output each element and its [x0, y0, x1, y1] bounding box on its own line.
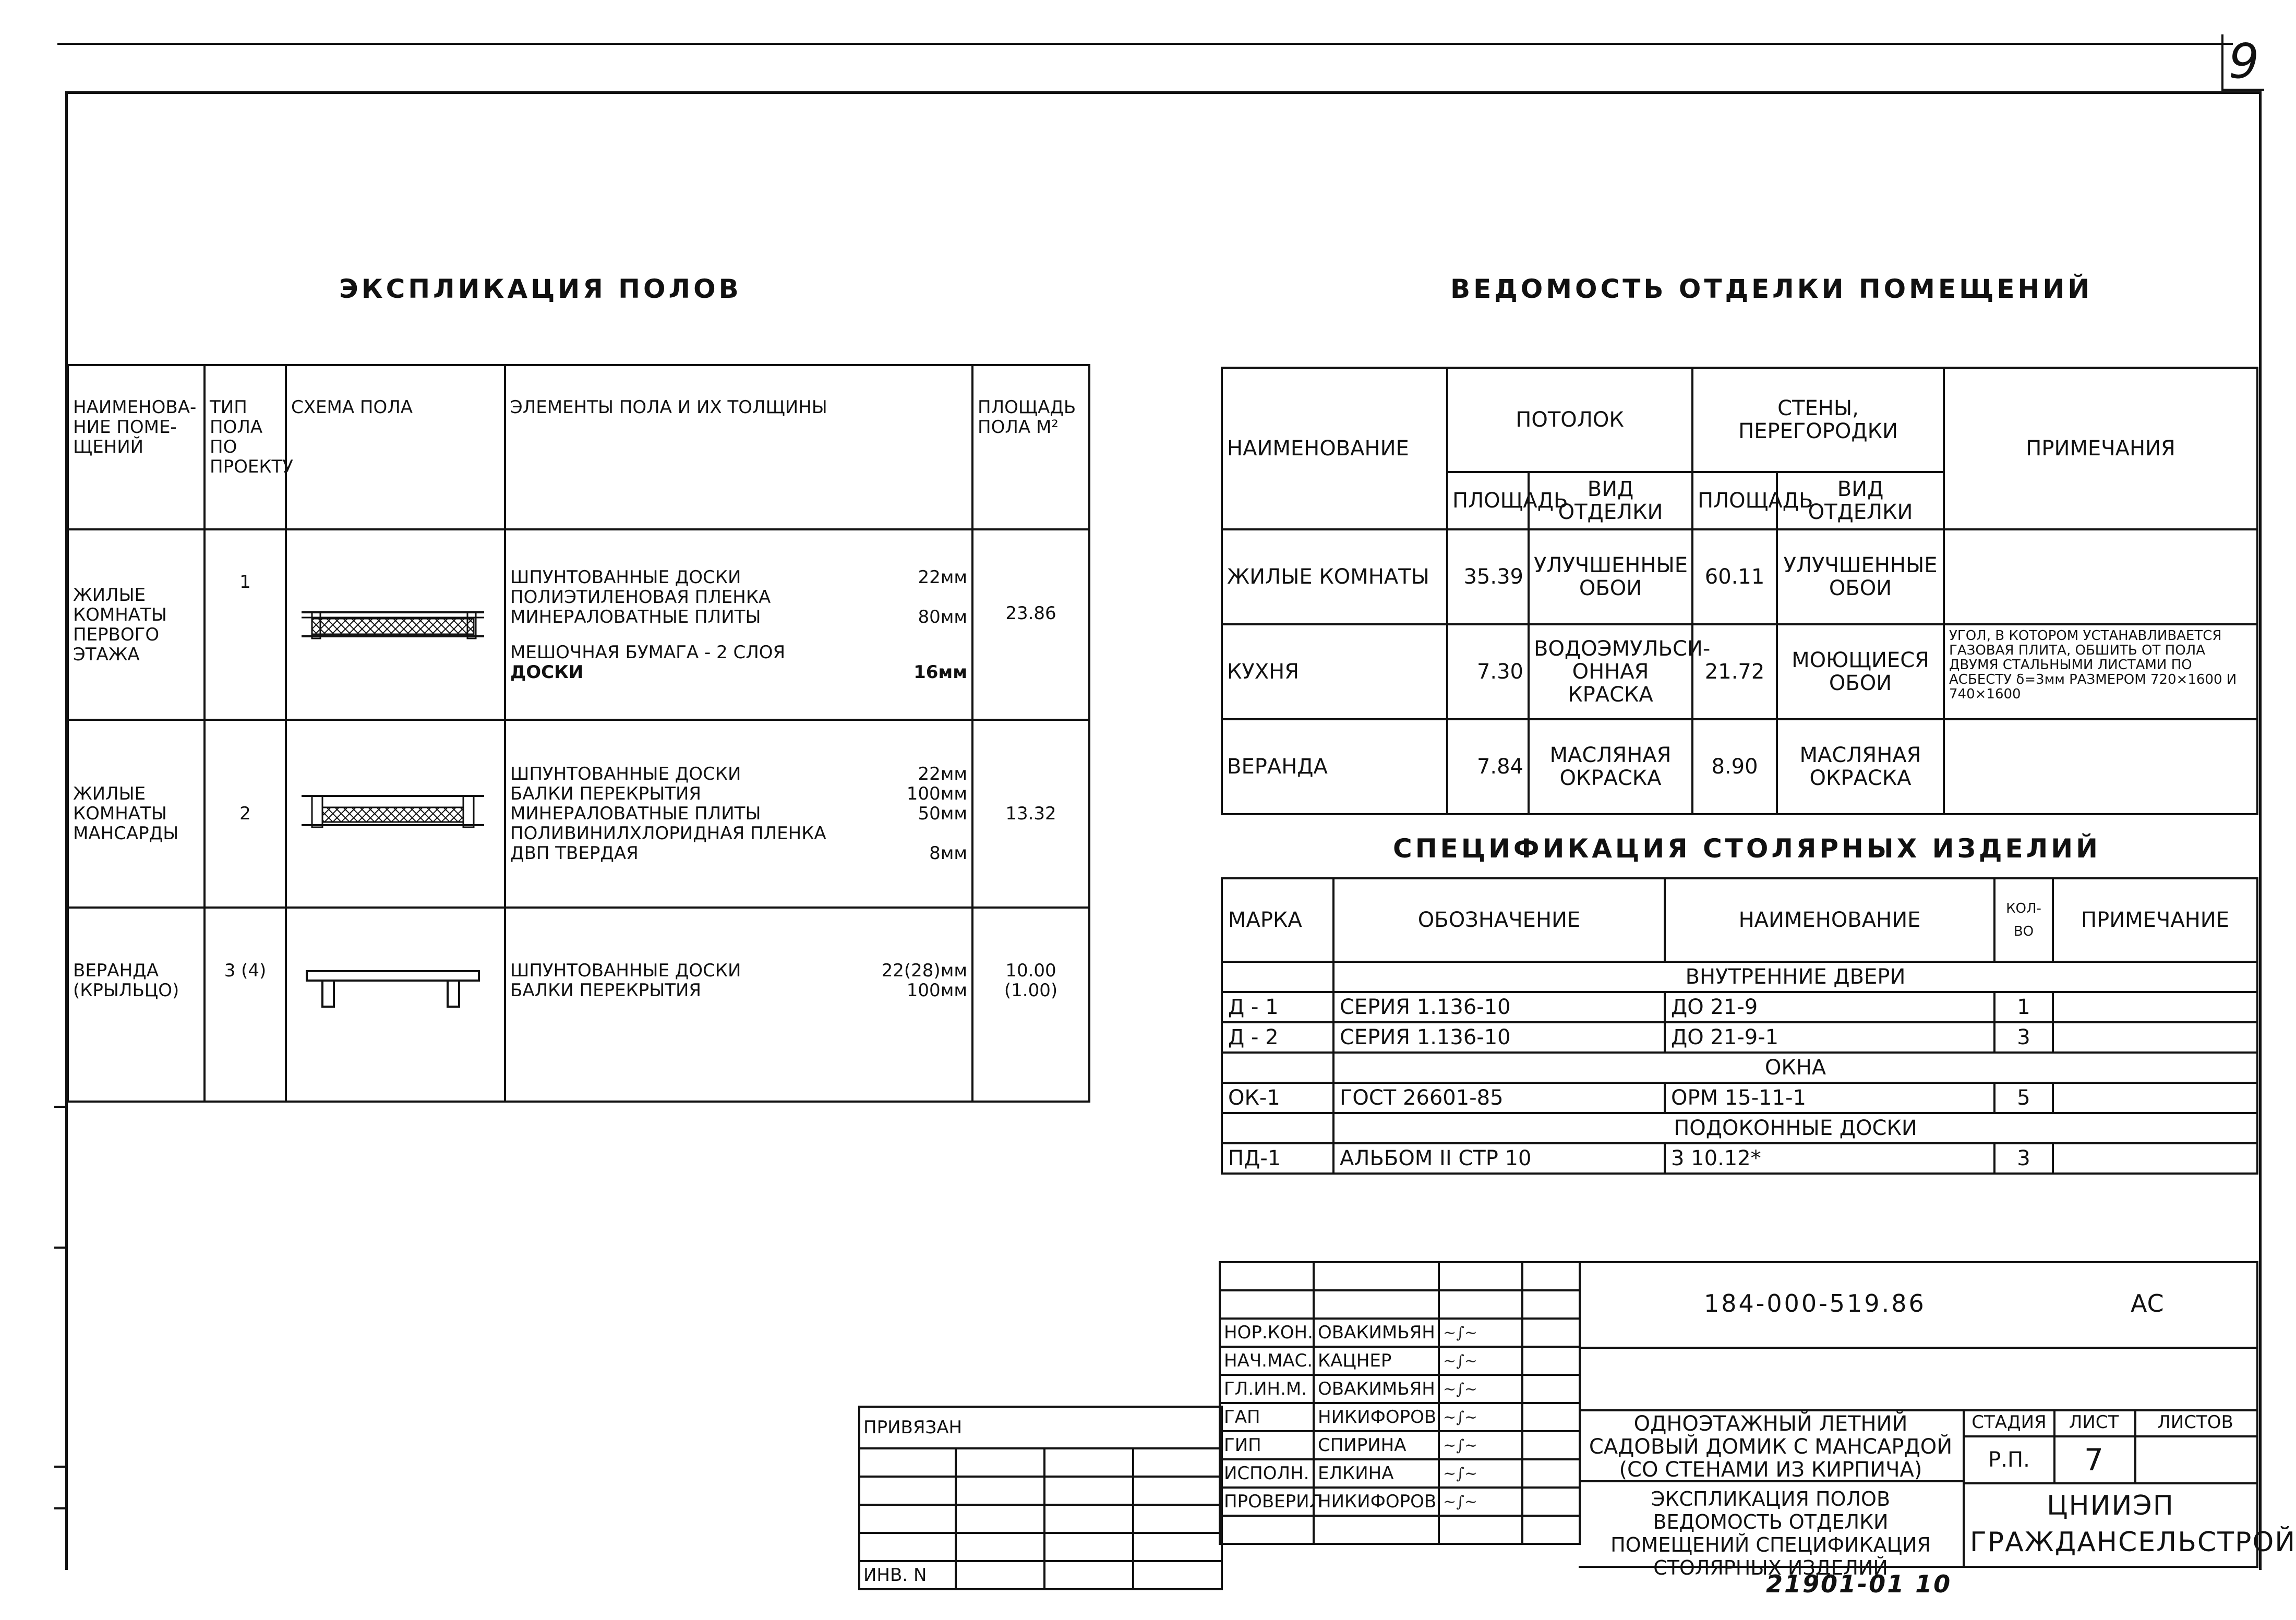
- signature-icon: ~∫~: [1443, 1352, 1477, 1370]
- top-border-line: [57, 43, 2233, 45]
- finish-room: ВЕРАНДА: [1222, 719, 1447, 814]
- wall-area: 60.11: [1692, 529, 1777, 624]
- person-name: НИКИФОРОВ: [1314, 1403, 1439, 1431]
- spec-table: [1221, 877, 2258, 1175]
- element-thickness: 22(28)мм: [881, 960, 967, 981]
- signature-icon: ~∫~: [1443, 1436, 1477, 1455]
- person-name: СПИРИНА: [1314, 1431, 1439, 1459]
- ceil-finish: ВОДОЭМУЛЬСИ-ОННАЯ КРАСКА: [1529, 624, 1692, 719]
- inventory-label: ИНВ. N: [859, 1561, 956, 1589]
- table-row: [1222, 1022, 2257, 1053]
- signature-icon: ~∫~: [1443, 1465, 1477, 1483]
- finish-header-ceiling: ПОТОЛОК: [1447, 368, 1692, 472]
- spec-name: ДО 21-9-1: [1665, 1022, 1994, 1053]
- ceil-finish: МАСЛЯНАЯ ОКРАСКА: [1529, 719, 1692, 814]
- wall-finish: МОЮЩИЕСЯ ОБОИ: [1777, 624, 1944, 719]
- table-row: [1222, 1143, 2257, 1174]
- table-row: [1222, 719, 2257, 814]
- spec-note: [2053, 1143, 2257, 1174]
- stage-label: СТАДИЯ: [1965, 1409, 2055, 1437]
- person-name: ОВАКИМЬЯН: [1314, 1375, 1439, 1403]
- finish-header-wall-finish: ВИД ОТДЕЛКИ: [1777, 472, 1944, 529]
- finish-note: [1944, 529, 2257, 624]
- role: ГАП: [1220, 1403, 1314, 1431]
- finish-header-notes: ПРИМЕЧАНИЯ: [1944, 368, 2257, 529]
- element-name: БАЛКИ ПЕРЕКРЫТИЯ: [510, 783, 702, 804]
- spec-name: 3 10.12*: [1665, 1143, 1994, 1174]
- floor-area: 13.32: [972, 720, 1089, 908]
- floor-scheme-2: [286, 720, 505, 908]
- spec-qty: 5: [1994, 1083, 2053, 1113]
- element-thickness: 22мм: [918, 566, 967, 588]
- binding-label: ПРИВЯЗАН: [859, 1407, 1222, 1448]
- finish-header-ceil-area: ПЛОЩАДЬ: [1447, 472, 1529, 529]
- stage-value: Р.П.: [1965, 1437, 2055, 1482]
- spec-header-mark: МАРКА: [1222, 878, 1333, 962]
- element-thickness: 16мм: [913, 661, 967, 683]
- table-row: [1222, 1083, 2257, 1113]
- spec-mark: Д - 1: [1222, 992, 1333, 1022]
- sheets-value: [2134, 1437, 2256, 1482]
- spec-group-title: ПОДОКОННЫЕ ДОСКИ: [1333, 1113, 2257, 1143]
- spec-designation: СЕРИЯ 1.136-10: [1333, 1022, 1665, 1053]
- wall-finish: МАСЛЯНАЯ ОКРАСКА: [1777, 719, 1944, 814]
- table-row: [1222, 529, 2257, 624]
- title-code-row: [1579, 1263, 2256, 1349]
- element-name: БАЛКИ ПЕРЕКРЫТИЯ: [510, 980, 702, 1001]
- floor-header-elements: ЭЛЕМЕНТЫ ПОЛА И ИХ ТОЛЩИНЫ: [505, 365, 972, 529]
- element-name: ШПУНТОВАННЫЕ ДОСКИ: [510, 960, 741, 981]
- role: НАЧ.МАС.: [1220, 1347, 1314, 1375]
- table-row: [68, 529, 1089, 720]
- sheet-number: 9: [2221, 34, 2264, 91]
- signatures-block: [1219, 1261, 1581, 1545]
- finish-table-title: ВЕДОМОСТЬ ОТДЕЛКИ ПОМЕЩЕНИЙ: [1450, 274, 2093, 304]
- ceil-area: 7.84: [1447, 719, 1529, 814]
- floor-type: 3 (4): [205, 908, 286, 1102]
- spec-header-name: НАИМЕНОВАНИЕ: [1665, 878, 1994, 962]
- spec-header-note: ПРИМЕЧАНИЕ: [2053, 878, 2257, 962]
- element-thickness: 100мм: [906, 980, 967, 1001]
- floor-elements: [505, 720, 972, 908]
- element-name: ШПУНТОВАННЫЕ ДОСКИ: [510, 764, 741, 784]
- title-block: [1579, 1261, 2296, 1579]
- floor-type: 2: [205, 720, 286, 908]
- finish-header-ceil-finish: ВИД ОТДЕЛКИ: [1529, 472, 1692, 529]
- element-thickness: 100мм: [906, 783, 967, 804]
- spec-qty: 3: [1994, 1143, 2053, 1174]
- element-name: МИНЕРАЛОВАТНЫЕ ПЛИТЫ: [510, 606, 761, 627]
- floor-table: [67, 364, 1090, 1103]
- signature-icon: ~∫~: [1443, 1380, 1477, 1398]
- ceil-finish: УЛУЧШЕННЫЕ ОБОИ: [1529, 529, 1692, 624]
- element-name: ДОСКИ: [510, 661, 584, 683]
- role: ГЛ.ИН.М.: [1220, 1375, 1314, 1403]
- margin-tick: [54, 1247, 66, 1249]
- element-name: МИНЕРАЛОВАТНЫЕ ПЛИТЫ: [510, 803, 761, 824]
- spec-group-title: ОКНА: [1333, 1053, 2257, 1083]
- signature-icon: ~∫~: [1443, 1493, 1477, 1511]
- sheet-value: 7: [2053, 1437, 2136, 1482]
- document-type: АС: [2131, 1289, 2164, 1317]
- floor-elements: [505, 908, 972, 1102]
- floor-area: 23.86: [972, 529, 1089, 720]
- role: ГИП: [1220, 1431, 1314, 1459]
- person-name: ЕЛКИНА: [1314, 1459, 1439, 1488]
- sheets-label: ЛИСТОВ: [2134, 1409, 2256, 1437]
- finish-header-wall-area: ПЛОЩАДЬ: [1692, 472, 1777, 529]
- signature-icon: ~∫~: [1443, 1324, 1477, 1342]
- role: ИСПОЛН.: [1220, 1459, 1314, 1488]
- floor-elements: [505, 529, 972, 720]
- floor-header-type: ТИП ПОЛА ПО ПРОЕКТУ: [205, 365, 286, 529]
- bottom-code: 21901-01 10: [1766, 1570, 1952, 1598]
- spec-header-designation: ОБОЗНАЧЕНИЕ: [1333, 878, 1665, 962]
- binding-block: [858, 1406, 1223, 1590]
- margin-tick: [54, 1106, 66, 1108]
- wall-area: 8.90: [1692, 719, 1777, 814]
- floor-table-title: ЭКСПЛИКАЦИЯ ПОЛОВ: [339, 274, 742, 304]
- floor-type: 1: [205, 529, 286, 720]
- finish-room: КУХНЯ: [1222, 624, 1447, 719]
- finish-header-walls: СТЕНЫ, ПЕРЕГОРОДКИ: [1692, 368, 1944, 472]
- table-row: [1222, 624, 2257, 719]
- spec-qty: 3: [1994, 1022, 2053, 1053]
- spec-mark: ПД-1: [1222, 1143, 1333, 1174]
- table-row: [68, 908, 1089, 1102]
- finish-table: [1221, 367, 2258, 815]
- margin-tick: [54, 1507, 66, 1509]
- spec-header-qty: КОЛ-ВО: [1994, 878, 2053, 962]
- element-name: ПОЛИВИНИЛХЛОРИДНАЯ ПЛЕНКА: [510, 823, 826, 844]
- table-row: [68, 720, 1089, 908]
- spec-mark: Д - 2: [1222, 1022, 1333, 1053]
- stage-block: [1965, 1409, 2256, 1484]
- spec-group-title: ВНУТРЕННИЕ ДВЕРИ: [1333, 962, 2257, 992]
- element-name: ШПУНТОВАННЫЕ ДОСКИ: [510, 566, 741, 588]
- role: ПРОВЕРИЛ: [1220, 1488, 1314, 1516]
- element-thickness: 50мм: [918, 803, 967, 824]
- floor-header-area: ПЛОЩАДЬ ПОЛА М²: [972, 365, 1089, 529]
- element-name: ДВП ТВЕРДАЯ: [510, 843, 639, 864]
- spec-note: [2053, 1022, 2257, 1053]
- sheet-title: ЭКСПЛИКАЦИЯ ПОЛОВ ВЕДОМОСТЬ ОТДЕЛКИ ПОМЕЩЕНИЙ СПЕЦИФИКАЦИЯ СТОЛЯРНЫХ ИЗДЕЛИЙ: [1579, 1482, 1965, 1566]
- spec-table-title: СПЕЦИФИКАЦИЯ СТОЛЯРНЫХ ИЗДЕЛИЙ: [1393, 833, 2101, 864]
- ceil-area: 35.39: [1447, 529, 1529, 624]
- sheet-label: ЛИСТ: [2053, 1409, 2136, 1437]
- person-name: НИКИФОРОВ: [1314, 1488, 1439, 1516]
- organization: ЦНИИЭП ГРАЖДАНСЕЛЬСТРОЙ: [1970, 1490, 2296, 1558]
- floor-scheme-1: [286, 529, 505, 720]
- room-name: ВЕРАНДА (КРЫЛЬЦО): [68, 908, 205, 1102]
- floor-scheme-3: [286, 908, 505, 1102]
- spec-mark: ОК-1: [1222, 1083, 1333, 1113]
- ceil-area: 7.30: [1447, 624, 1529, 719]
- floor-scheme-drawing: [291, 966, 495, 1013]
- element-name: ПОЛИЭТИЛЕНОВАЯ ПЛЕНКА: [510, 586, 771, 608]
- finish-header-name: НАИМЕНОВАНИЕ: [1222, 368, 1447, 529]
- table-row: [1222, 992, 2257, 1022]
- floor-scheme-drawing: [291, 780, 495, 843]
- floor-area: 10.00 (1.00): [972, 908, 1089, 1102]
- margin-tick: [54, 1466, 66, 1468]
- role: НОР.КОН.: [1220, 1319, 1314, 1347]
- spec-designation: ГОСТ 26601-85: [1333, 1083, 1665, 1113]
- room-name: ЖИЛЫЕ КОМНАТЫ ПЕРВОГО ЭТАЖА: [68, 529, 205, 720]
- spec-designation: АЛЬБОМ II СТР 10: [1333, 1143, 1665, 1174]
- spec-qty: 1: [1994, 992, 2053, 1022]
- document-code: 184-000-519.86: [1704, 1289, 1926, 1317]
- element-thickness: 8мм: [929, 843, 967, 864]
- spec-name: ДО 21-9: [1665, 992, 1994, 1022]
- signature-icon: ~∫~: [1443, 1408, 1477, 1426]
- person-name: КАЦНЕР: [1314, 1347, 1439, 1375]
- finish-note: [1944, 719, 2257, 814]
- spec-note: [2053, 1083, 2257, 1113]
- floor-header-room: НАИМЕНОВА-НИЕ ПОМЕ-ЩЕНИЙ: [68, 365, 205, 529]
- project-title: ОДНОЭТАЖНЫЙ ЛЕТНИЙ САДОВЫЙ ДОМИК С МАНСАРДОЙ (СО СТЕНАМИ ИЗ КИРПИЧА): [1579, 1409, 1965, 1482]
- element-thickness: 80мм: [918, 606, 967, 627]
- wall-area: 21.72: [1692, 624, 1777, 719]
- title-blank-row: [1579, 1347, 2256, 1411]
- spec-designation: СЕРИЯ 1.136-10: [1333, 992, 1665, 1022]
- element-name: МЕШОЧНАЯ БУМАГА - 2 СЛОЯ: [510, 642, 786, 663]
- finish-room: ЖИЛЫЕ КОМНАТЫ: [1222, 529, 1447, 624]
- finish-note: УГОЛ, В КОТОРОМ УСТАНАВЛИВАЕТСЯ ГАЗОВАЯ ПЛИТА, ОБШИТЬ ОТ ПОЛА ДВУМЯ СТАЛЬНЫМИ ЛИСТАМИ ПО АСБЕСТУ δ=3мм РАЗМЕРОМ 720×1600 И 740×1600: [1944, 624, 2257, 719]
- spec-name: ОРМ 15-11-1: [1665, 1083, 1994, 1113]
- room-name: ЖИЛЫЕ КОМНАТЫ МАНСАРДЫ: [68, 720, 205, 908]
- floor-header-scheme: СХЕМА ПОЛА: [286, 365, 505, 529]
- element-thickness: 22мм: [918, 764, 967, 784]
- person-name: ОВАКИМЬЯН: [1314, 1319, 1439, 1347]
- spec-note: [2053, 992, 2257, 1022]
- floor-scheme-drawing: [291, 591, 495, 654]
- wall-finish: УЛУЧШЕННЫЕ ОБОИ: [1777, 529, 1944, 624]
